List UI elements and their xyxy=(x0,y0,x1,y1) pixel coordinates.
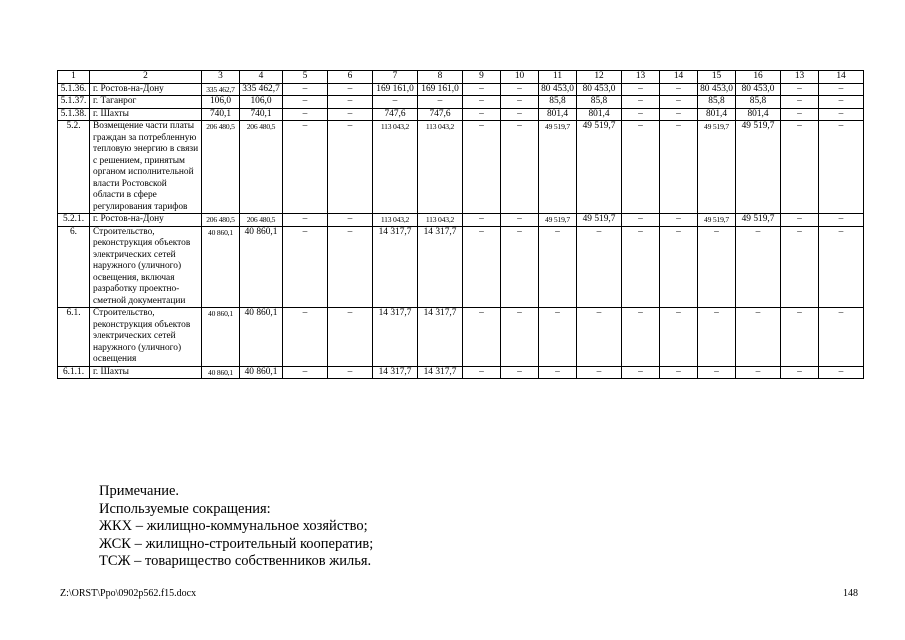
value-cell: – xyxy=(373,96,418,109)
value-cell: – xyxy=(283,214,328,227)
value-cell: 113 043,2 xyxy=(373,121,418,214)
value-cell: – xyxy=(283,226,328,308)
value-cell: – xyxy=(283,121,328,214)
value-cell: 85,8 xyxy=(539,96,577,109)
table-header-row xyxy=(58,71,864,84)
value-cell: 113 043,2 xyxy=(373,214,418,227)
value-cell: – xyxy=(283,308,328,367)
value-cell: 169 161,0 xyxy=(373,83,418,96)
value-cell: – xyxy=(501,214,539,227)
row-name-cell: г. Ростов-на-Дону xyxy=(90,83,202,96)
value-cell: – xyxy=(577,366,622,379)
value-cell: – xyxy=(819,226,864,308)
row-name-cell: г. Ростов-на-Дону xyxy=(90,214,202,227)
value-cell: – xyxy=(781,226,819,308)
value-cell: – xyxy=(622,96,660,109)
value-cell: – xyxy=(660,214,698,227)
value-cell: – xyxy=(577,226,622,308)
abbreviation-item: ТСЖ – товарищество собственников жилья. xyxy=(99,553,372,570)
value-cell: – xyxy=(819,108,864,121)
value-cell: – xyxy=(660,83,698,96)
value-cell: 85,8 xyxy=(698,96,736,109)
table-row xyxy=(58,121,864,214)
table-row xyxy=(58,214,864,227)
value-cell: – xyxy=(328,83,373,96)
value-cell: – xyxy=(622,366,660,379)
value-cell: – xyxy=(328,108,373,121)
value-cell: – xyxy=(283,366,328,379)
column-number-cell: 13 xyxy=(622,71,660,84)
value-cell: – xyxy=(328,366,373,379)
column-number-cell: 15 xyxy=(698,71,736,84)
abbreviation-item: ЖКХ – жилищно-коммунальное хозяйство; xyxy=(99,518,368,535)
table-row xyxy=(58,308,864,367)
notes-section xyxy=(99,483,373,571)
value-cell: – xyxy=(283,108,328,121)
row-code-cell: 6.1. xyxy=(58,308,90,367)
value-cell: 49 519,7 xyxy=(539,214,577,227)
value-cell: – xyxy=(577,308,622,367)
table-row xyxy=(58,83,864,96)
value-cell: 14 317,7 xyxy=(373,308,418,367)
value-cell: – xyxy=(819,121,864,214)
column-number-cell: 3 xyxy=(202,71,240,84)
value-cell: 113 043,2 xyxy=(418,214,463,227)
value-cell: – xyxy=(283,96,328,109)
value-cell: 801,4 xyxy=(736,108,781,121)
value-cell: 747,6 xyxy=(418,108,463,121)
value-cell: 106,0 xyxy=(202,96,240,109)
value-cell: – xyxy=(328,121,373,214)
value-cell: – xyxy=(501,96,539,109)
value-cell: 49 519,7 xyxy=(698,214,736,227)
value-cell: 40 860,1 xyxy=(240,308,283,367)
value-cell: – xyxy=(463,96,501,109)
value-cell: – xyxy=(660,308,698,367)
value-cell: – xyxy=(463,226,501,308)
value-cell: – xyxy=(501,308,539,367)
notes-intro: Используемые сокращения: xyxy=(99,500,271,517)
value-cell: 14 317,7 xyxy=(418,366,463,379)
value-cell: – xyxy=(781,214,819,227)
value-cell: – xyxy=(622,83,660,96)
column-number-cell: 11 xyxy=(539,71,577,84)
value-cell: – xyxy=(698,366,736,379)
value-cell: – xyxy=(463,121,501,214)
row-code-cell: 5.2.1. xyxy=(58,214,90,227)
value-cell: – xyxy=(698,226,736,308)
column-number-cell: 2 xyxy=(90,71,202,84)
value-cell: – xyxy=(698,308,736,367)
column-number-cell: 14 xyxy=(660,71,698,84)
value-cell: 14 317,7 xyxy=(418,308,463,367)
value-cell: – xyxy=(819,214,864,227)
value-cell: 40 860,1 xyxy=(202,226,240,308)
value-cell: 49 519,7 xyxy=(577,121,622,214)
value-cell: 40 860,1 xyxy=(240,226,283,308)
column-number-cell: 8 xyxy=(418,71,463,84)
value-cell: – xyxy=(463,83,501,96)
table-row xyxy=(58,96,864,109)
value-cell: 747,6 xyxy=(373,108,418,121)
value-cell: – xyxy=(463,214,501,227)
value-cell: – xyxy=(501,121,539,214)
value-cell: – xyxy=(622,214,660,227)
value-cell: – xyxy=(819,96,864,109)
value-cell: 206 480,5 xyxy=(240,121,283,214)
value-cell: – xyxy=(622,226,660,308)
value-cell: – xyxy=(819,308,864,367)
row-code-cell: 5.1.37. xyxy=(58,96,90,109)
value-cell: 106,0 xyxy=(240,96,283,109)
value-cell: – xyxy=(660,226,698,308)
value-cell: – xyxy=(781,108,819,121)
column-number-cell: 14 xyxy=(819,71,864,84)
value-cell: 14 317,7 xyxy=(373,226,418,308)
table-row xyxy=(58,226,864,308)
row-name-cell: г. Шахты xyxy=(90,366,202,379)
value-cell: – xyxy=(781,308,819,367)
value-cell: – xyxy=(622,121,660,214)
value-cell: 801,4 xyxy=(577,108,622,121)
value-cell: – xyxy=(501,83,539,96)
value-cell: 335 462,7 xyxy=(202,83,240,96)
value-cell: – xyxy=(736,226,781,308)
value-cell: 49 519,7 xyxy=(539,121,577,214)
value-cell: – xyxy=(418,96,463,109)
value-cell: 85,8 xyxy=(577,96,622,109)
row-code-cell: 6. xyxy=(58,226,90,308)
value-cell: – xyxy=(622,108,660,121)
column-number-cell: 5 xyxy=(283,71,328,84)
value-cell: 49 519,7 xyxy=(698,121,736,214)
value-cell: 206 480,5 xyxy=(202,214,240,227)
value-cell: 40 860,1 xyxy=(202,366,240,379)
value-cell: – xyxy=(463,108,501,121)
value-cell: 801,4 xyxy=(539,108,577,121)
column-number-cell: 16 xyxy=(736,71,781,84)
value-cell: 80 453,0 xyxy=(736,83,781,96)
column-number-cell: 1 xyxy=(58,71,90,84)
column-number-cell: 12 xyxy=(577,71,622,84)
page-number: 148 xyxy=(843,588,858,599)
value-cell: 49 519,7 xyxy=(736,214,781,227)
value-cell: 40 860,1 xyxy=(202,308,240,367)
value-cell: – xyxy=(501,366,539,379)
value-cell: 49 519,7 xyxy=(577,214,622,227)
value-cell: – xyxy=(781,83,819,96)
value-cell: – xyxy=(328,214,373,227)
value-cell: 113 043,2 xyxy=(418,121,463,214)
value-cell: – xyxy=(781,366,819,379)
value-cell: 740,1 xyxy=(240,108,283,121)
value-cell: 80 453,0 xyxy=(539,83,577,96)
value-cell: – xyxy=(736,366,781,379)
budget-table xyxy=(57,70,864,379)
column-number-cell: 13 xyxy=(781,71,819,84)
table-row xyxy=(58,108,864,121)
row-name-cell: г. Шахты xyxy=(90,108,202,121)
value-cell: – xyxy=(501,108,539,121)
value-cell: – xyxy=(328,226,373,308)
value-cell: 206 480,5 xyxy=(202,121,240,214)
row-code-cell: 5.1.36. xyxy=(58,83,90,96)
value-cell: – xyxy=(660,121,698,214)
column-number-cell: 10 xyxy=(501,71,539,84)
row-code-cell: 5.1.38. xyxy=(58,108,90,121)
value-cell: 80 453,0 xyxy=(577,83,622,96)
value-cell: – xyxy=(622,308,660,367)
file-path: Z:\ORST\Ppo\0902p562.f15.docx xyxy=(60,588,197,599)
value-cell: 169 161,0 xyxy=(418,83,463,96)
row-name-cell: Возмещение части платы граждан за потребленную тепловую энергию в связи с решением, принятым органом исполнительной власти Ростовской области в сфере регулирования тарифов xyxy=(90,121,202,214)
value-cell: – xyxy=(781,96,819,109)
value-cell: 335 462,7 xyxy=(240,83,283,96)
value-cell: 40 860,1 xyxy=(240,366,283,379)
value-cell: 206 480,5 xyxy=(240,214,283,227)
value-cell: – xyxy=(660,96,698,109)
value-cell: – xyxy=(819,366,864,379)
row-name-cell: г. Таганрог xyxy=(90,96,202,109)
value-cell: – xyxy=(463,366,501,379)
column-number-cell: 6 xyxy=(328,71,373,84)
column-number-cell: 4 xyxy=(240,71,283,84)
value-cell: – xyxy=(283,83,328,96)
value-cell: – xyxy=(819,83,864,96)
value-cell: 801,4 xyxy=(698,108,736,121)
abbreviation-item: ЖСК – жилищно-строительный кооператив; xyxy=(99,535,374,552)
value-cell: – xyxy=(539,366,577,379)
table-row xyxy=(58,366,864,379)
value-cell: – xyxy=(463,308,501,367)
value-cell: – xyxy=(328,96,373,109)
value-cell: – xyxy=(539,308,577,367)
value-cell: – xyxy=(660,108,698,121)
column-number-cell: 7 xyxy=(373,71,418,84)
value-cell: – xyxy=(539,226,577,308)
value-cell: 14 317,7 xyxy=(418,226,463,308)
value-cell: 80 453,0 xyxy=(698,83,736,96)
value-cell: – xyxy=(781,121,819,214)
column-number-cell: 9 xyxy=(463,71,501,84)
notes-title: Примечание. xyxy=(99,483,180,499)
value-cell: – xyxy=(736,308,781,367)
value-cell: 14 317,7 xyxy=(373,366,418,379)
row-name-cell: Строительство, реконструкция объектов электрических сетей наружного (уличного) освещения, включая разработку проектно-сметной документации xyxy=(90,226,202,308)
value-cell: 85,8 xyxy=(736,96,781,109)
value-cell: – xyxy=(660,366,698,379)
value-cell: – xyxy=(501,226,539,308)
row-code-cell: 5.2. xyxy=(58,121,90,214)
row-name-cell: Строительство, реконструкция объектов электрических сетей наружного (уличного) освещения xyxy=(90,308,202,367)
value-cell: 740,1 xyxy=(202,108,240,121)
value-cell: – xyxy=(328,308,373,367)
row-code-cell: 6.1.1. xyxy=(58,366,90,379)
value-cell: 49 519,7 xyxy=(736,121,781,214)
